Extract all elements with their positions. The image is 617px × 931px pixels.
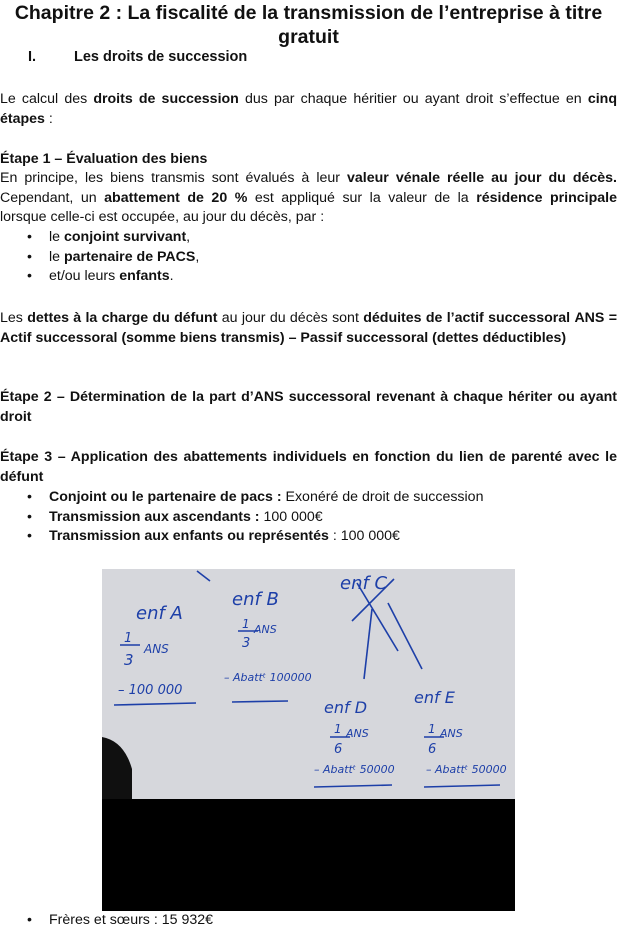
item-bold: partenaire de PACS — [63, 248, 196, 265]
underline — [114, 703, 196, 705]
item-text: et/ou leurs — [49, 268, 120, 284]
underline — [314, 785, 392, 787]
section-number: I. — [28, 49, 37, 65]
enfE-ans: ANS — [440, 727, 463, 740]
item-text: le — [49, 248, 64, 265]
enfB-abatt: – Abattᵗ 100000 — [224, 671, 312, 684]
item-bold: Transmission aux enfants ou représentés — [49, 528, 329, 544]
item-text: : 100 000€ — [328, 528, 400, 544]
section-heading — [28, 48, 247, 68]
list-item — [0, 508, 617, 528]
etape1-text: En principe, les biens transmis sont évalués à leur — [0, 170, 348, 186]
whiteboard — [102, 569, 515, 799]
branch-line — [388, 603, 422, 669]
enfA-ans: ANS — [144, 642, 169, 656]
enfA-share-den: 3 — [124, 651, 134, 669]
intro-paragraph — [0, 90, 617, 129]
etape1-paragraph — [0, 169, 617, 228]
list-item: • Frères et sœurs : 15 932€ — [0, 911, 617, 931]
list-item — [0, 488, 617, 508]
etape1-list — [0, 228, 617, 287]
enfB-label: enf B — [232, 589, 279, 610]
enfA-abatt: – 100 000 — [118, 683, 183, 698]
etape1-text: Cependant, un — [0, 189, 105, 206]
item-text: , — [195, 248, 200, 265]
etape1-heading: Étape 1 – Évaluation des biens — [0, 151, 208, 167]
etape1-bold: abattement de 20 % — [104, 189, 248, 206]
enfB-share-den: 3 — [242, 636, 251, 651]
intro-text: dus par chaque héritier ou ayant droit s’effectue en — [238, 91, 588, 107]
enfA-share-num: 1 — [124, 631, 133, 646]
list-item — [0, 267, 617, 287]
etape3-heading: Étape 3 – Application des abattements individuels en fonction du lien de parenté avec le défunt — [0, 449, 617, 485]
dettes-paragraph — [0, 309, 617, 348]
branch-line — [364, 609, 372, 679]
enfD-abatt: – Abattᵗ 50000 — [314, 763, 395, 776]
item-bold: Conjoint ou le partenaire de pacs : — [49, 489, 282, 505]
etape1-text: est appliqué sur la valeur de la — [247, 189, 477, 206]
underline — [232, 701, 288, 702]
dettes-bold: dettes à la charge du défunt — [27, 310, 218, 326]
page-title: Chapitre 2 : La fiscalité de la transmission de l’entreprise à titre gratuit — [14, 2, 603, 48]
enfE-share-num: 1 — [428, 722, 436, 736]
ans-formula: ANS = Actif successoral (somme biens transmis) – Passif successoral (dettes déductibles) — [0, 310, 617, 346]
shadow-shape — [102, 737, 132, 799]
whiteboard-photo — [102, 569, 515, 911]
dettes-text: au jour du décès sont — [217, 310, 364, 326]
enfB-share-num: 1 — [242, 617, 250, 631]
enfD-share-num: 1 — [334, 722, 342, 736]
item-bold: conjoint survivant — [63, 229, 187, 245]
etape1-text: lorsque celle-ci est occupée, au jour du décès, par : — [0, 209, 325, 225]
section-label: Les droits de succession — [74, 49, 248, 65]
item-text: . — [169, 268, 174, 284]
enfD-share-den: 6 — [334, 742, 343, 757]
etape2-heading: Étape 2 – Détermination de la part d’ANS successoral revenant à chaque hériter ou ayant droit — [0, 389, 617, 425]
etape1-bold: résidence principale — [476, 189, 617, 206]
list-item — [0, 248, 617, 268]
underline — [424, 785, 500, 787]
enfE-label: enf E — [414, 688, 455, 707]
intro-text: Le calcul des — [0, 91, 94, 107]
item-bold: enfants — [119, 268, 170, 284]
item-text: le — [49, 229, 64, 245]
dettes-bold: déduites de l’actif successoral — [363, 310, 571, 326]
final-list — [0, 911, 617, 931]
branch-line — [197, 571, 210, 581]
enfE-abatt: – Abattᵗ 50000 — [426, 763, 507, 776]
enfC-label: enf C — [340, 573, 388, 594]
enfD-label: enf D — [324, 698, 368, 717]
dettes-text: Les — [0, 310, 28, 326]
item-text: Exonéré de droit de succession — [281, 489, 484, 505]
enfB-ans: ANS — [254, 623, 277, 636]
intro-bold: cinq étapes — [0, 91, 617, 127]
item-bold: Transmission aux ascendants : — [49, 508, 260, 525]
whiteboard-drawing — [102, 569, 515, 799]
item-text: 100 000€ — [259, 508, 323, 525]
etape1-bold: valeur vénale réelle au jour du décès. — [347, 170, 617, 186]
list-item — [0, 228, 617, 248]
item-text: , — [186, 229, 191, 245]
enfD-ans: ANS — [346, 727, 369, 740]
etape3-list — [0, 488, 617, 547]
intro-text: : — [44, 110, 53, 127]
intro-bold: droits de succession — [93, 91, 239, 107]
enfA-label: enf A — [136, 603, 183, 624]
enfE-share-den: 6 — [428, 742, 437, 757]
list-item — [0, 527, 617, 547]
